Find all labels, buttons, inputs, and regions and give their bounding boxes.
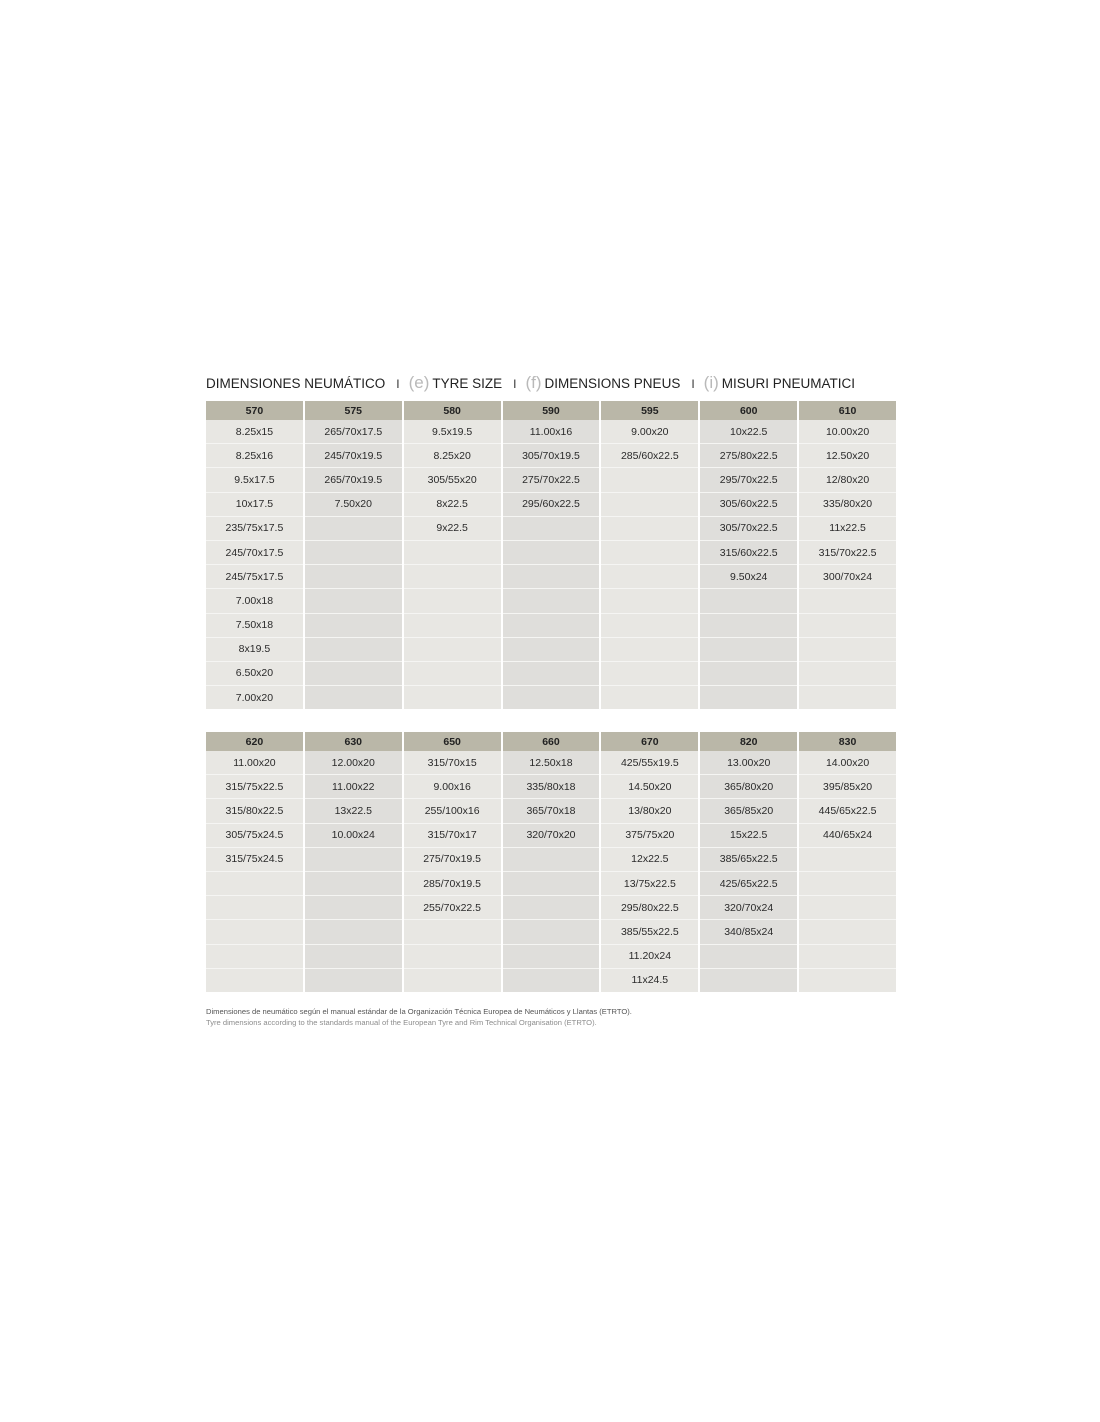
table-cell	[700, 589, 797, 613]
table-cell	[601, 517, 698, 541]
table-cell: 12.00x20	[305, 751, 402, 775]
table-cell: 265/70x17.5	[305, 420, 402, 444]
table-cell: 335/80x18	[503, 775, 600, 799]
table-cell: 12x22.5	[601, 848, 698, 872]
table-column	[404, 401, 501, 709]
table-cell: 255/100x16	[404, 799, 501, 823]
table-cell: 320/70x24	[700, 896, 797, 920]
table-cell: 15x22.5	[700, 824, 797, 848]
heading-spanish: DIMENSIONES NEUMÁTICO	[206, 376, 386, 391]
table-cell	[305, 848, 402, 872]
table-cell: 9.5x17.5	[206, 468, 303, 492]
table-cell: 8.25x16	[206, 444, 303, 468]
column-header: 575	[305, 401, 402, 420]
table-cell	[503, 896, 600, 920]
heading-italian: MISURI PNEUMATICI	[721, 376, 856, 391]
table-cell	[305, 945, 402, 969]
table-cell: 10.00x20	[799, 420, 896, 444]
table-cell: 9.00x20	[601, 420, 698, 444]
table-cell	[700, 969, 797, 992]
heading-english: TYRE SIZE	[432, 376, 503, 391]
table-cell: 10x17.5	[206, 493, 303, 517]
table-cell: 335/80x20	[799, 493, 896, 517]
table-cell: 12.50x20	[799, 444, 896, 468]
table-cell	[206, 872, 303, 896]
table-cell: 425/55x19.5	[601, 751, 698, 775]
heading-french: DIMENSIONS PNEUS	[544, 376, 681, 391]
table-cell: 315/70x22.5	[799, 541, 896, 565]
page-heading	[206, 373, 906, 397]
heading-separator: I	[691, 377, 695, 391]
table-cell	[305, 969, 402, 992]
footnote-spanish: Dimensiones de neumático según el manual estándar de la Organización Técnica Europea de Neumáticos y Llantas (ETRTO).	[206, 1007, 632, 1016]
table-cell	[404, 638, 501, 662]
table-cell	[799, 662, 896, 686]
table-cell	[305, 565, 402, 589]
table-cell: 11.00x20	[206, 751, 303, 775]
table-cell: 7.00x18	[206, 589, 303, 613]
table-cell	[503, 589, 600, 613]
table-cell: 445/65x22.5	[799, 799, 896, 823]
table-cell: 7.50x20	[305, 493, 402, 517]
table-cell	[799, 969, 896, 992]
table-cell	[305, 638, 402, 662]
table-cell: 395/85x20	[799, 775, 896, 799]
table-cell	[601, 686, 698, 709]
table-cell: 9.5x19.5	[404, 420, 501, 444]
table-cell	[206, 945, 303, 969]
table-cell	[799, 920, 896, 944]
table-column	[206, 401, 303, 709]
table-column	[503, 732, 600, 992]
table-cell	[503, 565, 600, 589]
table-cell: 11.00x16	[503, 420, 600, 444]
table-cell: 245/70x19.5	[305, 444, 402, 468]
table-cell: 10.00x24	[305, 824, 402, 848]
table-cell: 14.50x20	[601, 775, 698, 799]
table-cell: 8.25x20	[404, 444, 501, 468]
table-cell	[799, 589, 896, 613]
table-cell: 375/75x20	[601, 824, 698, 848]
table-cell	[799, 896, 896, 920]
table-cell: 8x22.5	[404, 493, 501, 517]
heading-english-marker: (e)	[408, 373, 430, 392]
table-cell	[700, 638, 797, 662]
column-header: 820	[700, 732, 797, 751]
table-cell: 9.50x24	[700, 565, 797, 589]
table-cell	[799, 848, 896, 872]
column-header: 670	[601, 732, 698, 751]
table-cell: 7.00x20	[235, 691, 274, 704]
column-header: 830	[799, 732, 896, 751]
table-column	[305, 401, 402, 709]
table-cell	[404, 614, 501, 638]
table-cell: 275/80x22.5	[700, 444, 797, 468]
tyre-size-table-bottom	[206, 732, 896, 992]
table-cell	[503, 638, 600, 662]
table-column	[206, 732, 303, 992]
table-cell: 14.00x20	[799, 751, 896, 775]
table-cell	[700, 945, 797, 969]
column-header: 630	[305, 732, 402, 751]
table-cell: 12.50x18	[503, 751, 600, 775]
table-cell	[799, 686, 896, 709]
table-cell: 275/70x19.5	[404, 848, 501, 872]
table-cell: 305/60x22.5	[700, 493, 797, 517]
table-column	[601, 732, 698, 992]
table-cell: 365/85x20	[700, 799, 797, 823]
table-cell	[503, 614, 600, 638]
table-cell	[305, 589, 402, 613]
table-cell	[404, 686, 501, 709]
table-cell	[601, 541, 698, 565]
column-header: 590	[503, 401, 600, 420]
table-cell: 365/80x20	[700, 775, 797, 799]
table-cell	[601, 589, 698, 613]
table-cell: 320/70x20	[503, 824, 600, 848]
table-cell: 440/65x24	[799, 824, 896, 848]
column-header: 620	[206, 732, 303, 751]
table-cell: 7.50x18	[206, 614, 303, 638]
table-cell: 245/70x17.5	[206, 541, 303, 565]
table-cell: 13/80x20	[601, 799, 698, 823]
table-cell	[700, 686, 797, 709]
table-cell	[601, 493, 698, 517]
table-cell: 340/85x24	[700, 920, 797, 944]
table-cell	[503, 662, 600, 686]
table-cell	[305, 541, 402, 565]
table-cell	[601, 468, 698, 492]
table-cell: 300/70x24	[799, 565, 896, 589]
table-cell: 285/60x22.5	[601, 444, 698, 468]
table-cell	[206, 969, 303, 992]
table-cell	[305, 872, 402, 896]
table-cell	[700, 614, 797, 638]
table-cell: 13/75x22.5	[601, 872, 698, 896]
table-cell: 315/80x22.5	[206, 799, 303, 823]
table-cell: 13.00x20	[700, 751, 797, 775]
table-cell: 315/60x22.5	[700, 541, 797, 565]
heading-separator: I	[396, 377, 400, 391]
footnote	[206, 1007, 906, 1028]
table-cell: 265/70x19.5	[305, 468, 402, 492]
table-cell: 385/65x22.5	[700, 848, 797, 872]
table-cell: 295/80x22.5	[601, 896, 698, 920]
table-cell	[305, 614, 402, 638]
table-cell	[601, 614, 698, 638]
table-cell: 305/70x22.5	[700, 517, 797, 541]
table-cell	[503, 872, 600, 896]
table-column	[700, 732, 797, 992]
table-cell: 9.00x16	[404, 775, 501, 799]
table-cell: 425/65x22.5	[700, 872, 797, 896]
table-cell	[404, 565, 501, 589]
column-header: 600	[700, 401, 797, 420]
table-cell: 275/70x22.5	[503, 468, 600, 492]
heading-italian-marker: (i)	[703, 373, 719, 392]
table-cell: 255/70x22.5	[404, 896, 501, 920]
table-cell: 315/70x15	[404, 751, 501, 775]
table-cell	[503, 517, 600, 541]
table-column	[799, 401, 896, 709]
table-cell: 295/70x22.5	[700, 468, 797, 492]
table-cell	[404, 589, 501, 613]
table-cell	[601, 565, 698, 589]
table-cell	[503, 945, 600, 969]
heading-french-marker: (f)	[525, 373, 542, 392]
table-cell: 245/75x17.5	[206, 565, 303, 589]
tyre-size-table-top	[206, 401, 896, 709]
column-header: 595	[601, 401, 698, 420]
table-cell	[799, 638, 896, 662]
heading-separator: I	[513, 377, 517, 391]
table-cell	[601, 638, 698, 662]
table-column	[503, 401, 600, 709]
table-cell	[503, 920, 600, 944]
table-cell	[799, 945, 896, 969]
table-column	[404, 732, 501, 992]
table-cell	[305, 920, 402, 944]
table-cell: 305/55x20	[404, 468, 501, 492]
table-cell: 6.50x20	[206, 662, 303, 686]
table-cell: 305/75x24.5	[206, 824, 303, 848]
table-column	[700, 401, 797, 709]
table-cell: 11x22.5	[799, 517, 896, 541]
table-column	[601, 401, 698, 709]
table-cell: 285/70x19.5	[404, 872, 501, 896]
table-cell: 11x24.5	[631, 974, 669, 987]
table-cell	[503, 686, 600, 709]
table-cell: 13x22.5	[305, 799, 402, 823]
table-cell: 365/70x18	[503, 799, 600, 823]
table-cell: 9x22.5	[404, 517, 501, 541]
table-cell: 8.25x15	[206, 420, 303, 444]
table-cell	[799, 614, 896, 638]
table-cell: 235/75x17.5	[206, 517, 303, 541]
table-cell	[404, 920, 501, 944]
table-column	[305, 732, 402, 992]
table-cell	[305, 686, 402, 709]
table-cell	[305, 662, 402, 686]
table-cell: 295/60x22.5	[503, 493, 600, 517]
column-header: 610	[799, 401, 896, 420]
table-cell	[503, 969, 600, 992]
table-cell	[601, 662, 698, 686]
column-header: 650	[404, 732, 501, 751]
table-cell: 315/75x22.5	[206, 775, 303, 799]
column-header: 660	[503, 732, 600, 751]
table-cell	[404, 945, 501, 969]
column-header: 580	[404, 401, 501, 420]
table-cell	[206, 920, 303, 944]
table-cell	[700, 662, 797, 686]
table-cell	[404, 541, 501, 565]
table-cell: 11.00x22	[305, 775, 402, 799]
footnote-english: Tyre dimensions according to the standards manual of the European Tyre and Rim Technical Organisation (ETRTO).	[206, 1017, 597, 1027]
column-header: 570	[206, 401, 303, 420]
table-cell: 315/75x24.5	[206, 848, 303, 872]
table-cell	[503, 541, 600, 565]
table-cell	[404, 662, 501, 686]
table-cell: 315/70x17	[404, 824, 501, 848]
table-cell	[305, 896, 402, 920]
table-cell: 12/80x20	[799, 468, 896, 492]
table-cell	[305, 517, 402, 541]
table-cell: 8x19.5	[206, 638, 303, 662]
table-cell	[206, 896, 303, 920]
table-column	[799, 732, 896, 992]
table-cell: 10x22.5	[700, 420, 797, 444]
table-cell: 11.20x24	[601, 945, 698, 969]
table-cell	[404, 969, 501, 992]
table-cell: 385/55x22.5	[601, 920, 698, 944]
table-cell	[503, 848, 600, 872]
table-cell: 305/70x19.5	[503, 444, 600, 468]
table-cell	[799, 872, 896, 896]
